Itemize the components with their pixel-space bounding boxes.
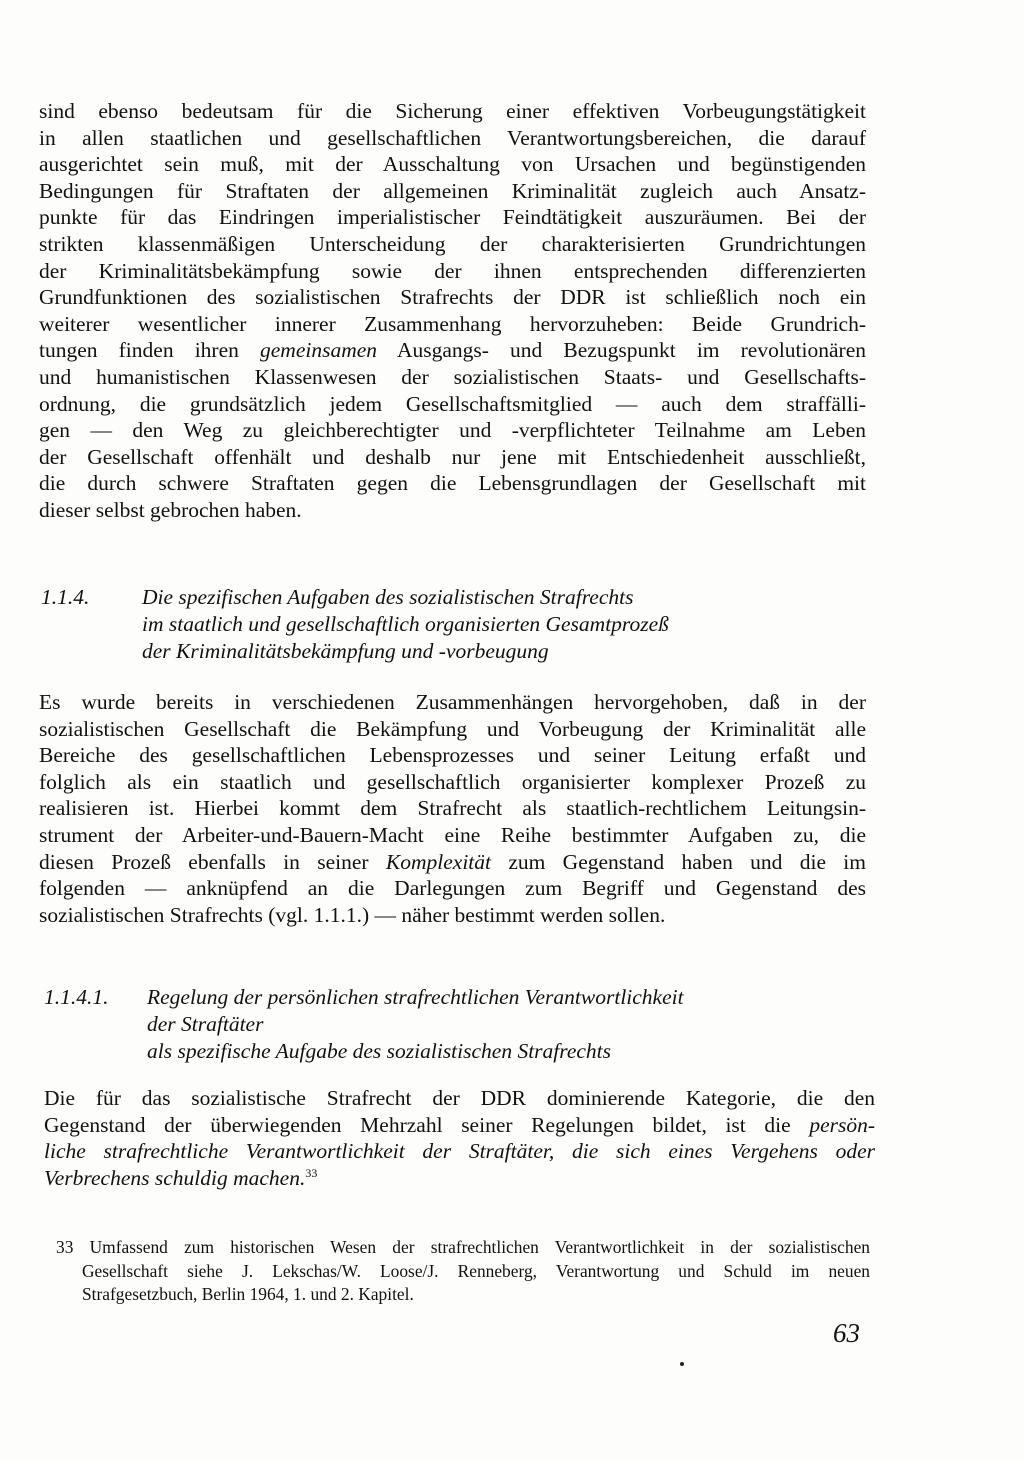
body-paragraph-1 <box>39 98 866 524</box>
text-line: sozialistischen Strafrechts (vgl. 1.1.1.) — näher bestimmt werden sollen. <box>39 902 666 927</box>
text-line: der Gesellschaft offenhält und deshalb nur jene mit Entschiedenheit ausschließt, <box>39 444 866 469</box>
text-line: ordnung, die grundsätzlich jedem Gesellschaftsmitglied — auch dem straffälli- <box>39 391 866 416</box>
emphasized-phrase: liche strafrechtliche Verantwortlichkeit der Straftäter, die sich eines Vergehens oder <box>44 1139 875 1164</box>
text-line: Bedingungen für Straftaten der allgemeinen Kriminalität zugleich auch Ansatz- <box>39 178 866 203</box>
section-number: 1.1.4. <box>41 585 90 609</box>
text-fragment: diesen Prozeß ebenfalls in seiner <box>39 849 386 874</box>
text-line: Die für das sozialistische Strafrecht der DDR dominierende Kategorie, die den <box>44 1086 875 1110</box>
text-line: gen — den Weg zu gleichberechtigter und -verpflichteter Teilnahme am Leben <box>39 418 866 443</box>
text-line: strument der Arbeiter-und-Bauern-Macht eine Reihe bestimmter Aufgaben zu, die <box>39 822 866 847</box>
text-line: Grundfunktionen des sozialistischen Strafrechts der DDR ist schließlich noch ein <box>39 285 866 310</box>
footnote-line: Gesellschaft siehe J. Lekschas/W. Loose/J. Renneberg, Verantwortung und Schuld im neuen <box>82 1260 870 1281</box>
emphasized-word: persön- <box>809 1112 875 1137</box>
text-line: folgenden — anknüpfend an die Darlegungen zum Begriff und Gegenstand des <box>39 876 866 901</box>
body-paragraph-3 <box>44 1085 875 1191</box>
text-line: dieser selbst gebrochen haben. <box>39 497 302 522</box>
footnote-line: Strafgesetzbuch, Berlin 1964, 1. und 2. Kapitel. <box>82 1284 414 1304</box>
footnote-33 <box>56 1236 870 1307</box>
text-line <box>44 1165 875 1192</box>
text-fragment: zum Gegenstand haben und die im <box>491 849 867 874</box>
title-line: im staatlich und gesellschaftlich organisierten Gesamtprozeß <box>142 612 669 636</box>
text-line: punkte für das Eindringen imperialistischer Feindtätigkeit auszuräumen. Bei der <box>39 205 866 230</box>
emphasized-word: Komplexität <box>385 849 492 874</box>
emphasized-word: gemeinsamen <box>260 338 378 363</box>
text-line: der Kriminalitätsbekämpfung sowie der ihnen entsprechenden differenzierten <box>39 258 866 283</box>
text-line <box>44 1138 875 1165</box>
text-line: die durch schwere Straftaten gegen die Lebensgrundlagen der Gesellschaft mit <box>39 471 866 496</box>
body-paragraph-2 <box>39 689 866 928</box>
page-number: 63 <box>833 1318 860 1348</box>
title-line: Regelung der persönlichen strafrechtlichen Verantwortlichkeit <box>147 985 684 1009</box>
title-line: der Kriminalitätsbekämpfung und -vorbeugung <box>142 639 549 663</box>
text-line: und humanistischen Klassenwesen der sozialistischen Staats- und Gesellschafts- <box>39 364 866 389</box>
text-line <box>44 1112 875 1139</box>
text-line: weiterer wesentlicher innerer Zusammenhang hervorzuheben: Beide Grundrich- <box>39 311 866 336</box>
emphasized-phrase: Verbrechens schuldig machen. <box>44 1165 306 1190</box>
text-line: sozialistischen Gesellschaft die Bekämpfung und Vorbeugung der Kriminalität alle <box>39 716 866 741</box>
section-heading-1-1-4-1 <box>44 984 864 1069</box>
section-heading-1-1-4 <box>41 584 861 669</box>
print-speck <box>680 1362 684 1366</box>
text-line: strikten klassenmäßigen Unterscheidung der charakterisierten Grundrichtungen <box>39 231 866 256</box>
title-line: Die spezifischen Aufgaben des sozialistischen Strafrechts <box>142 585 634 609</box>
text-fragment: tungen finden ihren <box>39 338 260 363</box>
text-line: sind ebenso bedeutsam für die Sicherung einer effektiven Vorbeugungstätigkeit <box>39 99 866 123</box>
section-title <box>142 584 669 665</box>
text-line: in allen staatlichen und gesellschaftlichen Verantwortungsbereichen, die darauf <box>39 125 866 150</box>
title-line: als spezifische Aufgabe des sozialistischen Strafrechts <box>147 1039 612 1063</box>
text-line <box>39 849 866 876</box>
title-line: der Straftäter <box>147 1012 264 1036</box>
footnote-reference[interactable]: 33 <box>305 1165 318 1180</box>
text-line: realisieren ist. Hierbei kommt dem Strafrecht als staatlich-rechtlichem Leitungsin- <box>39 796 866 821</box>
footnote-line: 33 Umfassend zum historischen Wesen der strafrechtlichen Verantwortlichkeit in der sozialistischen <box>56 1237 870 1257</box>
text-line: Es wurde bereits in verschiedenen Zusammenhängen hervorgehoben, daß in der <box>39 690 866 714</box>
text-line: folglich als ein staatlich und gesellschaftlich organisierter komplexer Prozeß zu <box>39 769 866 794</box>
text-line: ausgerichtet sein muß, mit der Ausschaltung von Ursachen und begünstigenden <box>39 152 866 177</box>
section-number: 1.1.4.1. <box>44 985 109 1009</box>
section-title <box>147 984 684 1065</box>
text-fragment: Ausgangs- und Bezugspunkt im revolutionären <box>377 338 867 363</box>
text-line <box>39 337 866 364</box>
text-fragment: Gegenstand der überwiegenden Mehrzahl seiner Regelungen bildet, ist die <box>44 1112 810 1137</box>
text-line: Bereiche des gesellschaftlichen Lebensprozesses und seiner Leitung erfaßt und <box>39 743 866 768</box>
